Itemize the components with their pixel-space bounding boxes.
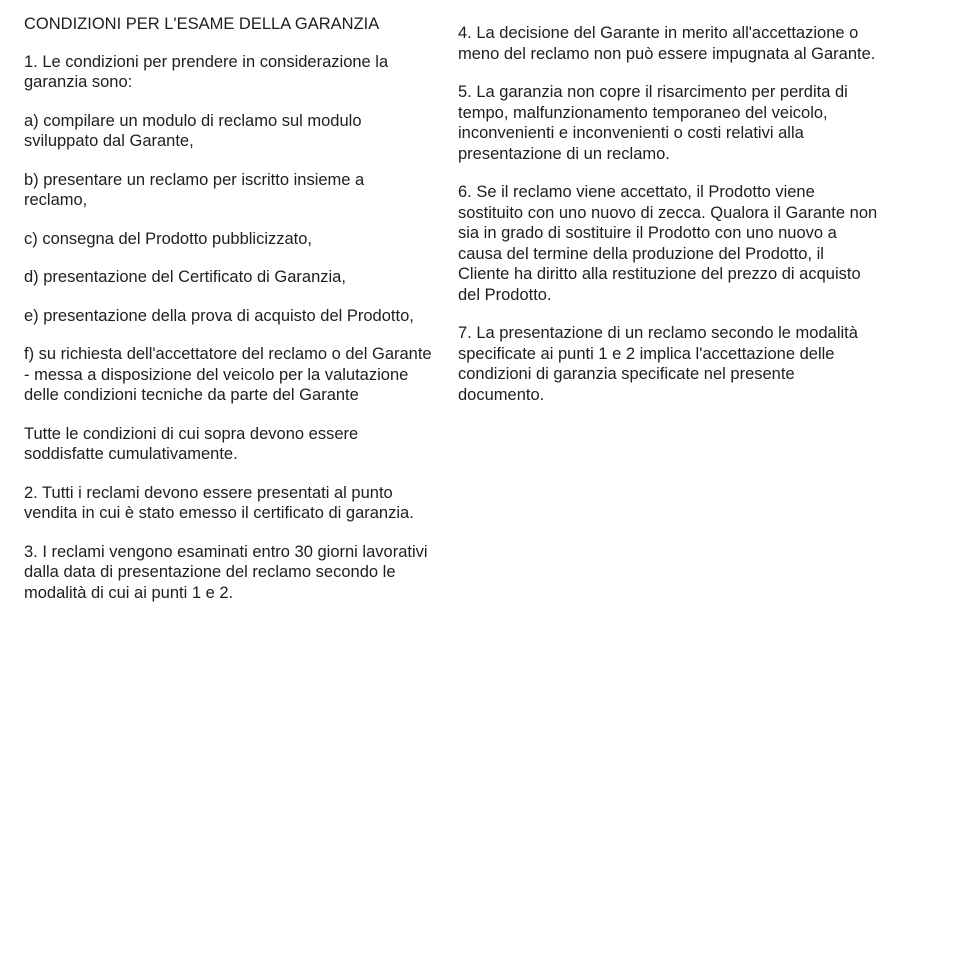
paragraph-cumulative-note: Tutte le condizioni di cui sopra devono essere soddisfatte cumulativamente. [24, 424, 359, 463]
paragraph-condition-6: 6. Se il reclamo viene accettato, il Prodotto viene sostituito con uno nuovo di zecca. Qualora il Garante non sia in grado di sostituire il Prodotto con uno nuovo a causa del termine della produzione del Prodotto, il Cliente ha diritto alla restituzione del prezzo di acquisto del Prodotto. [458, 183, 878, 304]
paragraph-condition-1: 1. Le condizioni per prendere in considerazione la garanzia sono: [24, 52, 389, 91]
paragraph-condition-2: 2. Tutti i reclami devono essere presentati al punto vendita in cui è stato emesso il certificato di garanzia. [24, 483, 414, 522]
paragraph-condition-f: f) su richiesta dell'accettatore del reclamo o del Garante - messa a disposizione del veicolo per la valutazione delle condizioni tecniche da parte del Garante [24, 345, 432, 404]
paragraph-condition-a: a) compilare un modulo di reclamo sul modulo sviluppato dal Garante, [24, 111, 362, 150]
paragraph-condition-c: c) consegna del Prodotto pubblicizzato, [24, 229, 313, 248]
left-column [24, 14, 432, 621]
paragraph-condition-d: d) presentazione del Certificato di Garanzia, [24, 268, 346, 286]
paragraph-condition-5: 5. La garanzia non copre il risarcimento per perdita di tempo, malfunzionamento temporaneo del veicolo, inconvenienti e inconvenienti o costi relativi alla presentazione di un reclamo. [458, 83, 848, 163]
paragraph-condition-4: 4. La decisione del Garante in merito all'accettazione o meno del reclamo non può essere impugnata al Garante. [458, 24, 876, 63]
document-title: CONDIZIONI PER L'ESAME DELLA GARANZIA [24, 15, 380, 33]
paragraph-condition-3: 3. I reclami vengono esaminati entro 30 giorni lavorativi dalla data di presentazione del reclamo secondo le modalità di cui ai punti 1 e 2. [24, 542, 428, 602]
paragraph-condition-b: b) presentare un reclamo per iscritto insieme a reclamo, [24, 170, 365, 209]
paragraph-condition-e: e) presentazione della prova di acquisto del Prodotto, [24, 306, 414, 325]
right-column [458, 23, 878, 423]
paragraph-condition-7: 7. La presentazione di un reclamo secondo le modalità specificate ai punti 1 e 2 implica l'accettazione delle condizioni di garanzia specificate nel presente documento. [458, 324, 858, 404]
